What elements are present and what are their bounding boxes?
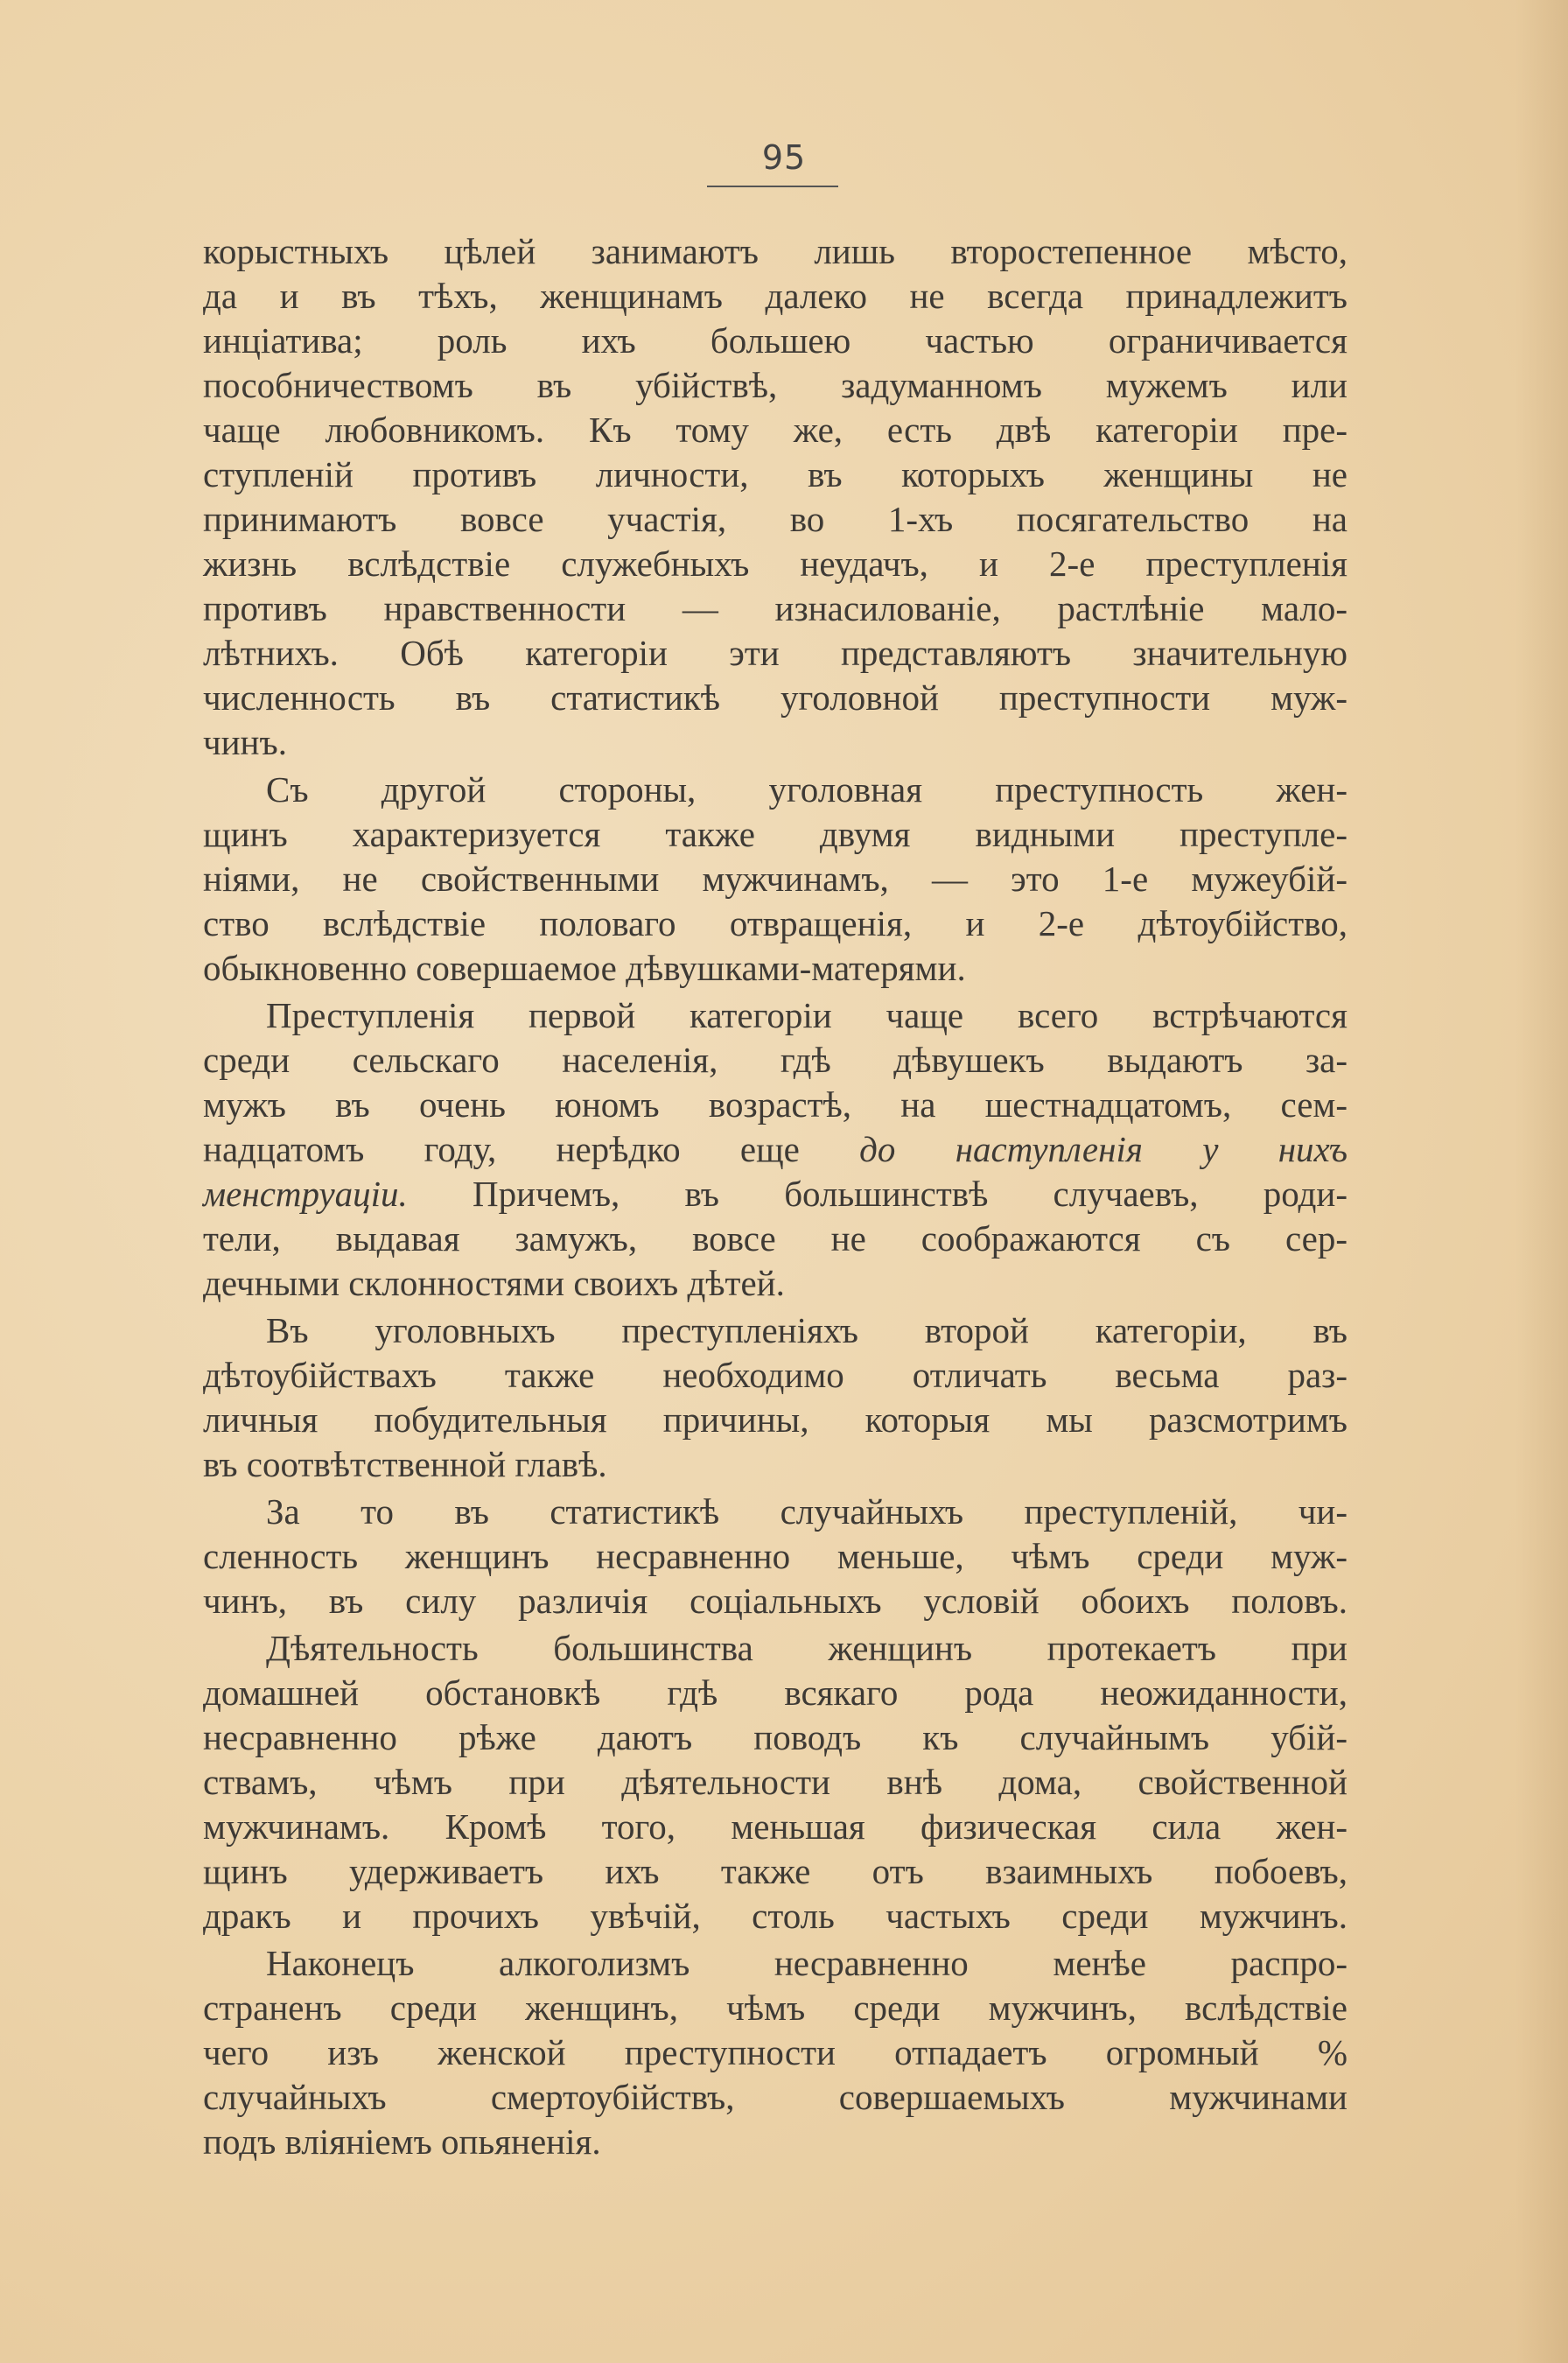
paragraph-2 bbox=[203, 768, 1348, 991]
text-line: подъ вліяніемъ опьяненія. bbox=[203, 2121, 601, 2162]
text-run: надцатомъ году, нерѣдко еще bbox=[203, 1129, 860, 1169]
text-line: среди сельскаго населенія, гдѣ дѣвушекъ выдаютъ за- bbox=[203, 1040, 1348, 1080]
text-line: домашней обстановкѣ гдѣ всякаго рода неожиданности, bbox=[203, 1672, 1348, 1713]
text-line: личныя побудительныя причины, которыя мы разсмотримъ bbox=[203, 1399, 1348, 1440]
text-line: обыкновенно совершаемое дѣвушками-матерями. bbox=[203, 948, 966, 988]
page-number: 95 bbox=[761, 138, 807, 177]
text-line: щинъ характеризуется также двумя видными преступле- bbox=[203, 814, 1348, 854]
paragraph-1 bbox=[203, 229, 1348, 765]
page-number-rule bbox=[707, 186, 838, 187]
paragraph-5 bbox=[203, 1490, 1348, 1623]
text-line: чего изъ женской преступности отпадаетъ огромный % bbox=[203, 2032, 1348, 2072]
text-line: случайныхъ смертоубійствъ, совершаемыхъ мужчинами bbox=[203, 2077, 1348, 2117]
text-line: да и въ тѣхъ, женщинамъ далеко не всегда принадлежитъ bbox=[203, 276, 1348, 316]
text-line: несравненно рѣже даютъ поводъ къ случайнымъ убій- bbox=[203, 1717, 1348, 1757]
paragraph-7 bbox=[203, 1941, 1348, 2164]
text-line: мужъ въ очень юномъ возрастѣ, на шестнадцатомъ, сем- bbox=[203, 1084, 1348, 1125]
text-line: ство вслѣдствіе половаго отвращенія, и 2-е дѣтоубійство, bbox=[203, 903, 1348, 943]
text-line: жизнь вслѣдствіе служебныхъ неудачъ, и 2-е преступленія bbox=[203, 543, 1348, 584]
text-line: чаще любовникомъ. Къ тому же, есть двѣ категоріи пре- bbox=[203, 410, 1348, 450]
text-line-with-italic bbox=[203, 1127, 1348, 1172]
italic-text: до наступленія у нихъ bbox=[859, 1129, 1348, 1169]
text-line: инціатива; роль ихъ большею частью ограничивается bbox=[203, 320, 1348, 361]
text-line: мужчинамъ. Кромѣ того, меньшая физическая сила жен- bbox=[203, 1806, 1348, 1847]
text-line: ствамъ, чѣмъ при дѣятельности внѣ дома, свойственной bbox=[203, 1762, 1348, 1802]
text-line: лѣтнихъ. Обѣ категоріи эти представляютъ значительную bbox=[203, 633, 1348, 673]
text-line: пособничествомъ въ убійствѣ, задуманномъ мужемъ или bbox=[203, 365, 1348, 405]
body-text bbox=[203, 229, 1348, 2164]
text-line: Дѣятельность большинства женщинъ протекаетъ при bbox=[266, 1628, 1348, 1668]
text-run: Причемъ, въ большинствѣ случаевъ, роди- bbox=[407, 1174, 1348, 1214]
text-line: страненъ среди женщинъ, чѣмъ среди мужчинъ, вслѣдствіе bbox=[203, 1988, 1348, 2028]
text-line-with-italic bbox=[203, 1172, 1348, 1217]
text-line: дѣтоубійствахъ также необходимо отличать весьма раз- bbox=[203, 1355, 1348, 1395]
italic-text: менструаціи. bbox=[203, 1174, 408, 1214]
text-line: численность въ статистикѣ уголовной преступности муж- bbox=[203, 677, 1348, 718]
text-line: въ соотвѣтственной главѣ. bbox=[203, 1444, 607, 1484]
text-line: Преступленія первой категоріи чаще всего встрѣчаются bbox=[266, 995, 1348, 1035]
paragraph-3 bbox=[203, 993, 1348, 1306]
text-line: ніями, не свойственными мужчинамъ, — это 1-е мужеубій- bbox=[203, 859, 1348, 899]
text-line: ступленій противъ личности, въ которыхъ женщины не bbox=[203, 454, 1348, 494]
text-line: За то въ статистикѣ случайныхъ преступленій, чи- bbox=[266, 1491, 1348, 1532]
text-line: сленность женщинъ несравненно меньше, чѣмъ среди муж- bbox=[203, 1536, 1348, 1576]
text-line: Въ уголовныхъ преступленіяхъ второй категоріи, въ bbox=[266, 1310, 1348, 1350]
text-line: противъ нравственности — изнасилованіе, растлѣніе мало- bbox=[203, 588, 1348, 628]
text-line: чинъ, въ силу различія соціальныхъ условій обоихъ половъ. bbox=[203, 1581, 1348, 1621]
paragraph-6 bbox=[203, 1626, 1348, 1939]
text-line: щинъ удерживаетъ ихъ также отъ взаимныхъ побоевъ, bbox=[203, 1851, 1348, 1891]
text-line: Съ другой стороны, уголовная преступность жен- bbox=[266, 769, 1348, 810]
paragraph-4 bbox=[203, 1308, 1348, 1487]
page-edge-shadow bbox=[1516, 0, 1568, 2363]
text-line: чинъ. bbox=[203, 722, 287, 762]
text-line: корыстныхъ цѣлей занимаютъ лишь второстепенное мѣсто, bbox=[203, 231, 1348, 271]
text-line: Наконецъ алкоголизмъ несравненно менѣе распро- bbox=[266, 1943, 1348, 1983]
text-line: принимаютъ вовсе участія, во 1-хъ посягательство на bbox=[203, 499, 1348, 539]
text-line: тели, выдавая замужъ, вовсе не соображаются съ сер- bbox=[203, 1218, 1348, 1259]
text-line: дечными склонностями своихъ дѣтей. bbox=[203, 1263, 785, 1303]
text-line: дракъ и прочихъ увѣчій, столь частыхъ среди мужчинъ. bbox=[203, 1896, 1348, 1936]
